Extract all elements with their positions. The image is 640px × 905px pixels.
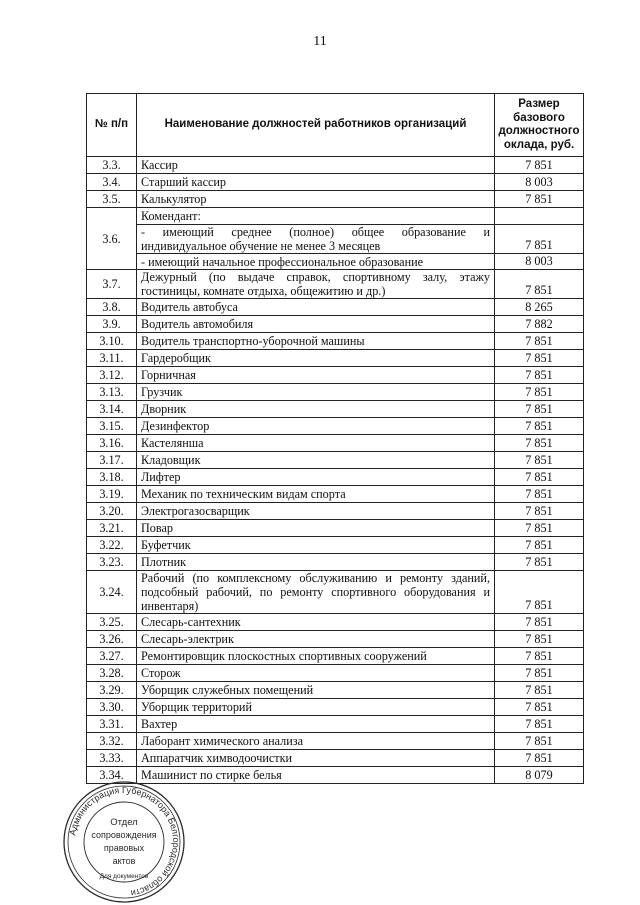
row-name: Плотник xyxy=(137,554,495,571)
table-row xyxy=(87,350,584,367)
stamp-ring-text: Администрация Губернатора Белгородской области xyxy=(67,784,182,899)
row-salary: 7 851 xyxy=(495,665,584,682)
row-name: Дворник xyxy=(137,401,495,418)
row-salary: 7 851 xyxy=(495,554,584,571)
row-salary: 7 851 xyxy=(495,157,584,174)
row-number: 3.11. xyxy=(87,350,137,367)
row-name: Аппаратчик химводоочистки xyxy=(137,750,495,767)
table-header-row xyxy=(87,94,584,157)
stamp-bottom-text: Для документов xyxy=(99,873,149,880)
row-name: Слесарь-сантехник xyxy=(137,614,495,631)
table-row xyxy=(87,648,584,665)
row-name: Кассир xyxy=(137,157,495,174)
row-number: 3.33. xyxy=(87,750,137,767)
row-number: 3.6. xyxy=(87,208,137,270)
table-row xyxy=(87,503,584,520)
header-num: № п/п xyxy=(87,94,137,157)
row-number: 3.16. xyxy=(87,435,137,452)
row-number: 3.7. xyxy=(87,270,137,299)
table-row xyxy=(87,316,584,333)
stamp-line-2: сопровождения xyxy=(91,830,157,840)
subrow-salary: 8 003 xyxy=(495,254,584,270)
row-name: Грузчик xyxy=(137,384,495,401)
row-name: Лаборант химического анализа xyxy=(137,733,495,750)
row-number: 3.23. xyxy=(87,554,137,571)
row-name: Гардеробщик xyxy=(137,350,495,367)
table-row xyxy=(87,299,584,316)
table-row xyxy=(87,750,584,767)
table-row xyxy=(87,469,584,486)
row-number: 3.34. xyxy=(87,767,137,784)
row-number: 3.18. xyxy=(87,469,137,486)
row-salary: 7 851 xyxy=(495,571,584,614)
row-salary: 8 079 xyxy=(495,767,584,784)
row-number: 3.29. xyxy=(87,682,137,699)
subrow-salary: 7 851 xyxy=(495,225,584,254)
table-row xyxy=(87,401,584,418)
table-row xyxy=(87,631,584,648)
row-number: 3.17. xyxy=(87,452,137,469)
table-row xyxy=(87,435,584,452)
row-name: Дезинфектор xyxy=(137,418,495,435)
row-number: 3.13. xyxy=(87,384,137,401)
table-row xyxy=(87,665,584,682)
row-name: Комендант: xyxy=(137,208,495,225)
table-row xyxy=(87,174,584,191)
row-salary: 7 851 xyxy=(495,699,584,716)
row-number: 3.15. xyxy=(87,418,137,435)
row-salary: 7 882 xyxy=(495,316,584,333)
row-number: 3.10. xyxy=(87,333,137,350)
table-row xyxy=(87,191,584,208)
row-number: 3.3. xyxy=(87,157,137,174)
row-name: Кладовщик xyxy=(137,452,495,469)
table-row xyxy=(87,418,584,435)
row-salary: 7 851 xyxy=(495,716,584,733)
row-name: Лифтер xyxy=(137,469,495,486)
department-stamp xyxy=(62,780,186,904)
row-number: 3.31. xyxy=(87,716,137,733)
row-salary: 8 265 xyxy=(495,299,584,316)
row-name: Калькулятор xyxy=(137,191,495,208)
row-salary xyxy=(495,208,584,225)
row-number: 3.20. xyxy=(87,503,137,520)
table-row xyxy=(87,571,584,614)
row-number: 3.24. xyxy=(87,571,137,614)
table-row xyxy=(87,333,584,350)
table-row xyxy=(87,520,584,537)
row-name: Водитель автомобиля xyxy=(137,316,495,333)
header-salary: Размер базового должностного оклада, руб. xyxy=(495,94,584,157)
row-salary: 7 851 xyxy=(495,350,584,367)
row-name: Горничная xyxy=(137,367,495,384)
row-number: 3.19. xyxy=(87,486,137,503)
table-row xyxy=(87,716,584,733)
header-name: Наименование должностей работников организаций xyxy=(137,94,495,157)
table-body xyxy=(87,157,584,784)
table-row xyxy=(87,208,584,225)
row-salary: 7 851 xyxy=(495,503,584,520)
table-subrow xyxy=(87,225,584,254)
row-salary: 7 851 xyxy=(495,469,584,486)
table-row xyxy=(87,486,584,503)
table-row xyxy=(87,367,584,384)
row-salary: 7 851 xyxy=(495,191,584,208)
row-salary: 7 851 xyxy=(495,682,584,699)
row-number: 3.4. xyxy=(87,174,137,191)
row-salary: 7 851 xyxy=(495,418,584,435)
row-number: 3.9. xyxy=(87,316,137,333)
row-salary: 7 851 xyxy=(495,401,584,418)
row-name: Слесарь-электрик xyxy=(137,631,495,648)
row-salary: 7 851 xyxy=(495,648,584,665)
row-salary: 7 851 xyxy=(495,333,584,350)
table-row xyxy=(87,682,584,699)
row-number: 3.8. xyxy=(87,299,137,316)
table-row xyxy=(87,270,584,299)
row-salary: 7 851 xyxy=(495,520,584,537)
row-name: Вахтер xyxy=(137,716,495,733)
row-name: Старший кассир xyxy=(137,174,495,191)
stamp-line-4: актов xyxy=(112,856,136,866)
row-name: Электрогазосварщик xyxy=(137,503,495,520)
row-salary: 7 851 xyxy=(495,733,584,750)
table-subrow xyxy=(87,254,584,270)
row-name: Уборщик территорий xyxy=(137,699,495,716)
row-number: 3.22. xyxy=(87,537,137,554)
row-name: Рабочий (по комплексному обслуживанию и ремонту зданий, подсобный рабочий, по ремонту спортивного оборудования и инвентаря) xyxy=(137,571,495,614)
row-name: Механик по техническим видам спорта xyxy=(137,486,495,503)
stamp-line-1: Отдел xyxy=(110,817,138,828)
row-name: Повар xyxy=(137,520,495,537)
row-salary: 7 851 xyxy=(495,384,584,401)
table-row xyxy=(87,699,584,716)
row-number: 3.26. xyxy=(87,631,137,648)
row-number: 3.30. xyxy=(87,699,137,716)
row-number: 3.27. xyxy=(87,648,137,665)
row-salary: 7 851 xyxy=(495,452,584,469)
table-row xyxy=(87,614,584,631)
row-salary: 7 851 xyxy=(495,435,584,452)
row-salary: 8 003 xyxy=(495,174,584,191)
row-name: Дежурный (по выдаче справок, спортивному залу, этажу гостиницы, комнате отдыха, общежитию и др.) xyxy=(137,270,495,299)
row-salary: 7 851 xyxy=(495,537,584,554)
row-salary: 7 851 xyxy=(495,270,584,299)
row-number: 3.14. xyxy=(87,401,137,418)
subrow-name: - имеющий начальное профессиональное образование xyxy=(137,254,495,270)
row-name: Кастелянша xyxy=(137,435,495,452)
row-name: Буфетчик xyxy=(137,537,495,554)
row-number: 3.5. xyxy=(87,191,137,208)
page-number: 11 xyxy=(313,34,327,49)
row-name: Машинист по стирке белья xyxy=(137,767,495,784)
row-salary: 7 851 xyxy=(495,614,584,631)
row-name: Ремонтировщик плоскостных спортивных сооружений xyxy=(137,648,495,665)
row-number: 3.28. xyxy=(87,665,137,682)
table-row xyxy=(87,452,584,469)
row-salary: 7 851 xyxy=(495,367,584,384)
row-name: Водитель автобуса xyxy=(137,299,495,316)
table-row xyxy=(87,537,584,554)
row-number: 3.12. xyxy=(87,367,137,384)
row-number: 3.21. xyxy=(87,520,137,537)
salary-table xyxy=(86,93,584,784)
row-name: Сторож xyxy=(137,665,495,682)
table-row xyxy=(87,157,584,174)
row-name: Уборщик служебных помещений xyxy=(137,682,495,699)
row-salary: 7 851 xyxy=(495,750,584,767)
subrow-name: - имеющий среднее (полное) общее образование и индивидуальное обучение не менее 3 месяцев xyxy=(137,225,495,254)
table-row xyxy=(87,733,584,750)
row-name: Водитель транспортно-уборочной машины xyxy=(137,333,495,350)
stamp-line-3: правовых xyxy=(103,843,145,853)
row-salary: 7 851 xyxy=(495,631,584,648)
row-salary: 7 851 xyxy=(495,486,584,503)
table-row xyxy=(87,384,584,401)
row-number: 3.25. xyxy=(87,614,137,631)
row-number: 3.32. xyxy=(87,733,137,750)
table-row xyxy=(87,554,584,571)
